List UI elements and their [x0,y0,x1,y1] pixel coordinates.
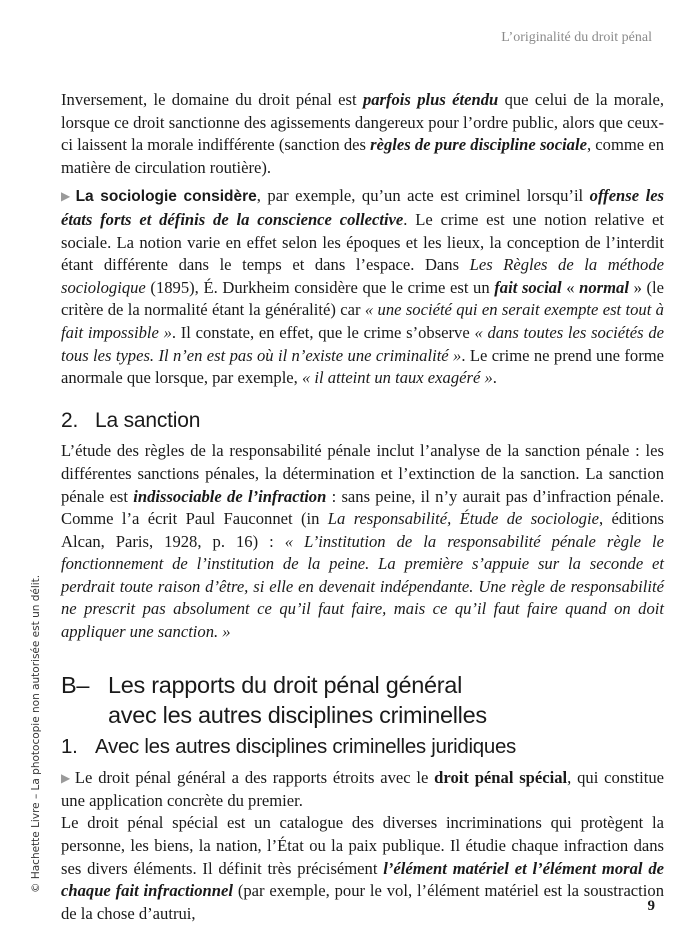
section-title-line2: avec les autres disciplines criminelles [108,701,487,728]
section-number: 1. [61,734,78,758]
text: » (le critère de la normalité étant la généralité) car [61,277,664,320]
emphasis: parfois plus étendu [362,90,499,109]
text: (par exemple, pour le vol, l’élément matériel est la soustraction de la chose d’autrui, [61,881,664,923]
lead-term: La sociologie considère [75,188,257,206]
quote: « L’institution de la responsabilité pénale règle le fonctionnement de l’institution de la peine. La première s’appuie sur la seconde et perdrait toute raison d’être, si elle en devenait indépendante. Une règle de responsabilité ne prescrit pas absolument ce qu’il faut faire, mais ce qu’il faut faire quand on doit appliquer une sanction. » [61,531,664,642]
section-heading-rapports [61,670,664,730]
paragraph-morale [61,89,664,179]
emphasis: normal [579,277,629,297]
subsection-heading-juridiques [61,736,664,759]
text: L’étude des règles de la responsabilité pénale inclut l’analyse de la sanction pénale : les différentes sanctions pénales, la détermination et l’extinction de la sanction. La sanction pénale est [61,441,664,506]
page-number: 9 [647,898,655,914]
quote: « dans toutes les sociétés de tous les types. Il n’en est pas où il n’existe une criminalité » [61,322,664,365]
text: (1895), É. Durkheim considère que le crime est un [145,277,495,297]
section-title-line1: Les rapports du droit pénal général [108,671,462,698]
section-number: 2. [61,408,79,432]
section-title: La sanction [95,408,201,432]
quote: « une société qui en serait exempte est tout à fait impossible » [61,300,664,342]
text: . Il constate, en effet, que le crime s’observe [171,322,475,342]
paragraph-sanction [61,440,664,643]
bullet-triangle-icon: ▶ [61,189,73,204]
section-title: Avec les autres disciplines criminelles juridiques [95,734,517,758]
text: : sans peine, il n’y aurait pas d’infraction pénale. Comme l’a écrit Paul Fauconnet (in [61,486,664,529]
paragraph-catalogue [61,812,664,925]
copyright-notice: © Hachette Livre – La photocopie non autorisée est un délit. [30,574,42,893]
quote: « il atteint un taux exagéré » [301,368,493,388]
text: que celui de la morale, lorsque ce droit sanctionne des agissements dangereux pour l’ordre public, alors que ceux-ci laissent la morale indifférente (sanction des [61,90,664,155]
text: Inversement, le domaine du droit pénal est [61,90,363,109]
bullet-triangle-icon: ▶ [61,771,72,786]
book-title: La responsabilité, Étude de sociologie [327,509,599,529]
paragraph-sociologie [61,185,664,389]
emphasis: l’élément matériel et l’élément moral de chaque fait infractionnel [61,858,664,901]
text: , par exemple, qu’un acte est criminel lorsqu’il [256,186,590,206]
emphasis: fait social [494,277,562,297]
page-body [61,89,664,925]
text: , comme en matière de circulation routière). [61,135,664,177]
book-title: Les Règles de la méthode sociologique [61,255,664,297]
text: . Le crime est une notion relative et sociale. La notion varie en effet selon les époques et les lieux, la conception de l’interdit étant différente dans le temps et dans l’espace. Dans [61,209,664,275]
section-heading-sanction [61,410,664,433]
text: « [561,277,580,297]
text: , qui constitue une application concrète du premier. [61,768,665,810]
text: , éditions Alcan, Paris, 1928, p. 16) : [61,509,664,551]
section-label: B– [61,671,90,698]
paragraph-droit-penal-special [61,767,664,812]
emphasis: indissociable de l’infraction [133,486,327,506]
emphasis: droit pénal spécial [434,768,568,788]
emphasis: offense les états forts et définis de la conscience collective [61,186,665,229]
emphasis: règles de pure discipline sociale [370,135,587,155]
text: Le droit pénal spécial est un catalogue des diverses incriminations qui protègent la personne, les biens, la nation, l’État ou la paix publique. Il étudie chaque infraction dans ses divers éléments. Il définit très précisément [61,813,664,878]
running-head: L’originalité du droit pénal [501,30,652,45]
text: . [492,368,497,388]
text: . Le crime ne prend une forme anormale que lorsque, par exemple, [61,345,664,388]
text: Le droit pénal général a des rapports étroits avec le [74,768,435,788]
